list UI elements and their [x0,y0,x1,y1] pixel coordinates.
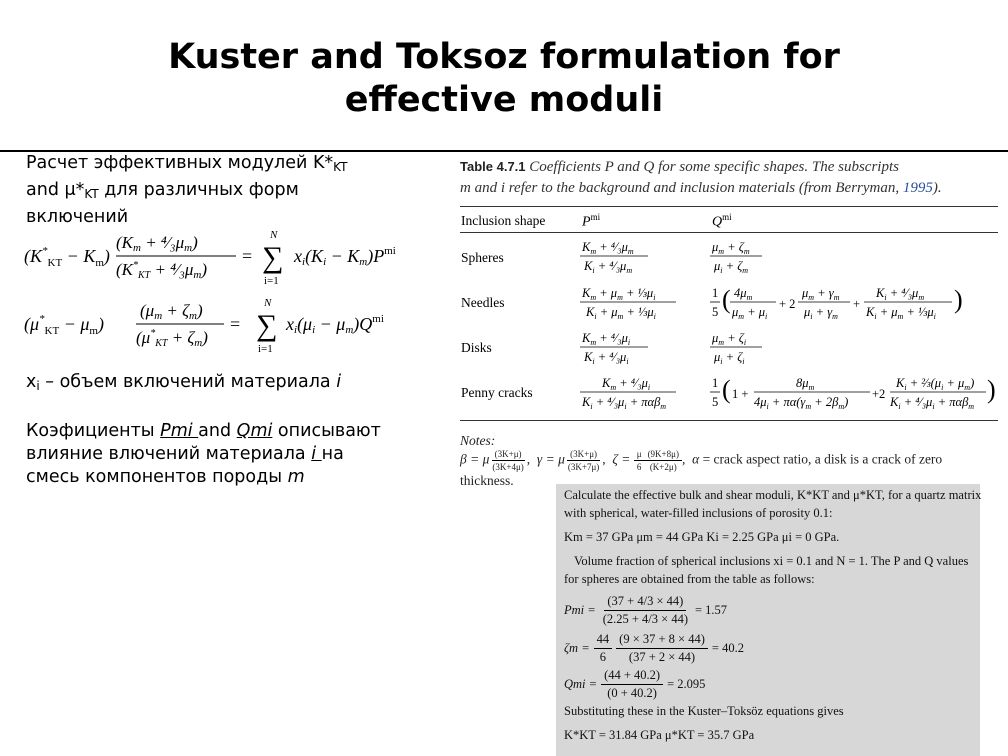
svg-text:Ki + μm + ⅓μi: $K_i + \mu_m$ + $\frac{1}{3}\mu_i$ [866,305,936,321]
citation-link[interactable]: 1995 [902,180,933,196]
svg-text:5: 5 [712,395,719,409]
page-title [0,36,1008,122]
title-line-1: Kuster and Toksoz formulation for [168,37,840,77]
row-needles: Needles [461,295,505,310]
intro-line-2: and $\mu*_{KT}$ для различных форм [26,180,299,201]
eq1-rhs: $xi(Ki - Km)P^{mi}$ [294,245,396,268]
p-spheres-num: $K_m$ + $^4⁄_3\mu_m$ [582,240,634,256]
p-disks-den: $K_i$ + $^4⁄_3\mu_i$ [584,350,629,366]
intro-line-3: включений [26,207,129,227]
svg-text:(: ( [722,285,731,314]
eq1-equals: = [242,246,253,266]
q-disks-den: $\mu_i + \zeta_i$ [714,350,745,366]
q-disks-num: $\mu_m + \zeta_i$ [712,331,747,347]
coef-line-3: смесь компонентов породы m [26,467,305,487]
svg-text:μm + γm: $\mu_m + \gamma_m$ [802,286,840,302]
header-p: $P^{mi}$ [582,212,601,230]
svg-text:Ki + ⅔(μi + μm): $K_i$ + $\frac{2}{3}(\mu_i + \mu_m)$ [896,376,975,392]
eq1-denominator: ($K^*_{KT}$ + ⁴⁄₃μm) [116,260,208,281]
eq2-sum-bottom: i=1 [258,343,273,355]
svg-text:4μm: $4\mu_m$ [734,286,753,302]
intro-line-1: Расчет эффективных модулей $K*_{KT}$ [26,153,348,174]
p-spheres-den: $K_i$ + $^4⁄_3\mu_m$ [584,259,633,275]
svg-text:1: 1 [712,286,719,300]
header-q: $Q^{mi}$ [712,212,732,230]
example-p-formula: Pmi = $\frac{(37 + 4/3 \times 44)}{(2.25 + 4/3 \times 44)}$ = 1.57 [564,594,728,626]
svg-text:+ 2: + 2 [779,297,796,311]
table-top-rule [460,206,998,207]
table-number: Table 4.7.1 [460,159,526,174]
svg-text:1: 1 [712,376,719,390]
eq2-equals: = [230,314,241,334]
example-line-3: Km = 37 GPa μm = 44 GPa Ki = 2.25 GPa μi = 0 GPa. [564,530,840,544]
eq1-lhs: $(K^*_{KT} - K_m)$ [24,245,110,269]
eq1-numerator: (Km + ⁴⁄₃μm) [116,233,198,254]
row-penny-cracks: Penny cracks [461,385,533,400]
eq1-sigma: ∑ [262,241,284,274]
svg-text:Ki + ⁴⁄₃μm: $K_i$ + $^4⁄_3\mu_m$ [876,286,925,302]
notes-formulas: β = μ $\frac{(3K+\mu)}{(3K+4\mu)}$ , γ = μ $\frac{(3K+\mu)}{(3K+7\mu)}$ , ζ = $\frac{\mu}{6}$ $\frac{(9K+8\mu)}{(K+2\mu)}$ , α = crack aspect ratio, a disk is a crack of zero [460,449,943,472]
eq2-numerator: (μm + ζm) [140,301,203,322]
table-notes [460,432,1000,489]
notes-line-2: thickness. [460,473,514,488]
equation-bulk [24,226,404,288]
svg-text:4μi + πα(γm + 2βm): $4\mu_i + \pi\alpha(\gamma_m + 2\beta_m)$ [754,395,849,411]
eq2-sum-top: N [264,297,272,309]
svg-text:Ki + ⁴⁄₃μi + παβm: $K_i$ + $^4⁄_3\mu_i + \pi\alpha\beta_m$ [890,395,975,411]
svg-text:+2: +2 [872,387,886,401]
row-disks: Disks [461,340,492,355]
svg-text:5: 5 [712,305,719,319]
header-inclusion-shape: Inclusion shape [461,213,546,228]
p-penny-num: $K_m$ + $^4⁄_3\mu_i$ [602,376,651,392]
p-penny-den: $K_i$ + $^4⁄_3\mu_i + \pi\alpha\beta_m$ [582,395,667,411]
worked-example-box [556,484,980,756]
example-result: K*KT = 31.84 GPa μ*KT = 35.7 GPa [564,728,755,742]
q-spheres-den: $\mu_i + \zeta_m$ [714,259,749,275]
table-bottom-rule [460,420,998,421]
svg-text:): ) [954,285,963,314]
q-spheres-num: $\mu_m + \zeta_m$ [712,240,750,256]
equation-shear-svg [24,294,404,356]
row-spheres: Spheres [461,250,504,265]
example-line-4: Volume fraction of spherical inclusions xi = 0.1 and N = 1. The P and Q values [574,554,969,568]
example-q-formula: Qmi = $\frac{(44 + 40.2)}{(0 + 40.2)}$ = 2.095 [564,668,706,700]
svg-text:μm + μi: $\mu_m + \mu_i$ [732,305,768,321]
eq2-rhs: $xi(\mu i - \mu m)Q^{mi}$ [286,313,384,336]
eq1-sum-top: N [270,229,278,241]
svg-text:8μm: $8\mu_m$ [796,376,815,392]
svg-text:+: + [853,297,861,311]
example-line-6: Substituting these in the Kuster–Toksöz equations gives [564,704,844,718]
xi-description: $x_i$ – объем включений материала i [26,372,342,393]
coefficients-description [26,420,436,489]
example-zeta-formula: ζm = $\frac{44}{6}$ $\frac{(9 \times 37 + 8 \times 44)}{(37 + 2 \times 44)}$ = 40.2 [564,632,744,664]
table-header-rule [460,232,998,233]
svg-text:(: ( [722,375,731,404]
example-line-2: with spherical, water-filled inclusions of porosity 0.1: [564,506,833,520]
p-disks-num: $K_m$ + $^4⁄_3\mu_i$ [582,331,631,347]
title-line-2: effective moduli [344,80,664,120]
notes-label: Notes: [460,433,496,448]
table-formulas [576,236,1000,418]
svg-text:): ) [987,375,996,404]
equation-shear [24,294,404,356]
eq2-denominator: $(\mu^*_{KT} + \zeta m)$ [136,328,208,349]
eq1-sum-bottom: i=1 [264,275,279,287]
eq2-lhs: $(\mu^*_{KT} - \mu_m)$ [24,313,104,337]
table-caption: Table 4.7.1 Coefficients P and Q for some specific shapes. The subscripts m and i refer to the background and inclusion materials (from Berryman, 1995). [460,159,942,196]
left-text-block [26,152,436,229]
coef-line-1: Коэфициенты Pmi and Qmi описывают [26,421,381,441]
example-line-5: for spheres are obtained from the table as follows: [564,572,815,586]
svg-text:μi + γm: $\mu_i + \gamma_m$ [804,305,838,321]
example-line-1: Calculate the effective bulk and shear moduli, K*KT and μ*KT, for a quartz matrix [564,488,982,502]
coef-line-2: влияние влючений материала i на [26,444,344,464]
p-needles-den: $K_i + \mu_m$ + $\frac{1}{3}\mu_i$ [586,305,656,321]
p-needles-num: $K_m + \mu_m$ + $\frac{1}{3}\mu_i$ [582,286,656,302]
equation-bulk-svg [24,226,404,288]
eq2-sigma: ∑ [256,309,278,342]
svg-text:1 +: 1 + [732,387,749,401]
